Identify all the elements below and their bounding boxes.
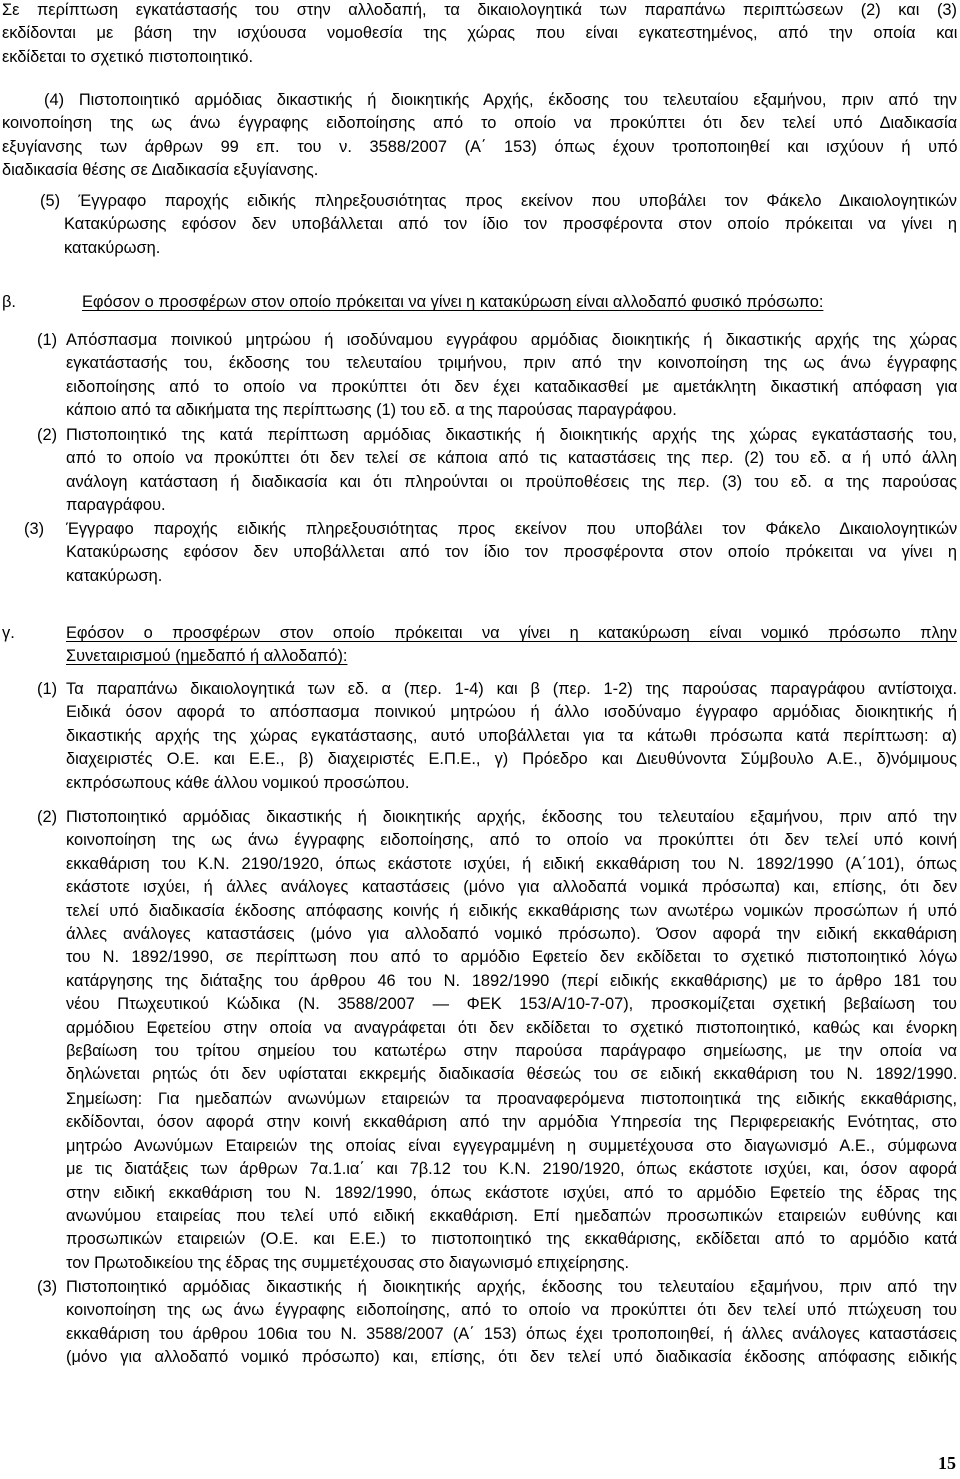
text-line: εξυγίανσης των άρθρων 99 επ. του ν. 3588/2007 (Α΄ 153) όπως έχουν τροποποιηθεί και ισχύουν ή υπό xyxy=(2,137,958,156)
item-number: (1) xyxy=(37,331,58,349)
text-line: διαδικασία θέσης σε Διαδικασία εξυγίανσης. xyxy=(2,161,319,180)
section-c-label: γ. xyxy=(2,624,15,642)
text-line: προσωπικών εταιρειών (Ο.Ε. και Ε.Ε.) το πιστοποιητικό της εκκαθάρισης, εκδίδεται από το αρμόδιο κατά xyxy=(66,1230,958,1249)
text-line: τον Πρωτοδικείου της έδρας της συμμετέχουσας στο διαγωνισμό επιχείρησης. xyxy=(66,1253,630,1272)
text-line: εκπρόσωπους κάθε άλλου νομικού προσώπου. xyxy=(66,773,410,792)
item-number: (3) xyxy=(37,1278,58,1296)
item-c2 xyxy=(66,806,957,1087)
text-line: μητρώο Ανωνύμων Εταιρειών της οποίας είναι εγγεγραμμένη η συμμετέχουσα στο διαγωνισμό Α.Ε., σύμφωνα xyxy=(66,1136,957,1155)
text-line: εκδίδεται το σχετικό πιστοποιητικό. xyxy=(2,47,254,66)
text-line: Κατακύρωσης εφόσον δεν υποβάλλεται από τον ίδιο τον προσφέροντα στον οποίο πρόκειται να γίνει η xyxy=(66,543,957,562)
text-line: τελεί υπό διαδικασία έκδοσης απόφασης κοινής ή ειδικής εκκαθάρισης των ανωτέρω νομικών προσώπων ή υπό xyxy=(66,901,958,920)
text-line: Πιστοποιητικό της κατά περίπτωση αρμόδιας δικαστικής ή διοικητικής αρχής της χώρας εγκατάστασής του, xyxy=(66,426,957,444)
text-line: (5) Έγγραφο παροχής ειδικής πληρεξουσιότητας προς εκείνον που υποβάλει τον Φάκελο Δικαιολογητικών xyxy=(40,192,957,210)
text-line: κοινοποίηση της ως άνω έγγραφης ειδοποίησης, από το οποίο να προκύπτει ότι δεν τελεί υπό πτώχευση του xyxy=(66,1301,957,1320)
text-line: άλλες ανάλογες καταστάσεις (μόνο για αλλοδαπό νομικό πρόσωπο). Όσον αφορά την ειδική εκκαθάριση xyxy=(66,925,957,944)
text-line: του Ν. 1892/1990, σε περίπτωση που από το αρμόδιο Εφετείο δεν εκδίδεται το σχετικό πιστοποιητικό λόγω xyxy=(66,948,958,967)
text-line: εκδίδονται, όσον αφορά στην κοινή εκκαθάριση από την αρμόδια Υπηρεσία της Περιφερειακής Ενότητας, στο xyxy=(66,1113,957,1132)
text-line: εκδίδονται με βάση την ισχύουσα νομοθεσία της χώρας που είναι εγκατεστημένος, από την οποία και xyxy=(2,24,958,43)
text-line: στην ειδική εκκαθάριση του Ν. 1892/1990, όπως εκάστοτε ισχύει, από το αρμόδιο Εφετείο της έδρας της xyxy=(66,1183,958,1202)
section-b-label: β. xyxy=(2,293,16,311)
text-line: Συνεταιρισμού (ημεδαπό ή αλλοδαπό): xyxy=(66,647,348,666)
text-line: Έγγραφο παροχής ειδικής πληρεξουσιότητας προς εκείνον που υποβάλει τον Φάκελο Δικαιολογητικών xyxy=(66,520,958,538)
item-c1 xyxy=(66,678,957,795)
section-c-heading xyxy=(66,622,957,669)
item-b3 xyxy=(66,518,957,588)
text-line: από το οποίο να προκύπτει ότι δεν τελεί σε κάποια από τις καταστάσεις της περ. (2) του εδ. α ή υπό άλλη xyxy=(66,449,957,468)
text-line: Πιστοποιητικό αρμόδιας δικαστικής ή διοικητικής αρχής, έκδοσης του τελευταίου εξαμήνου, πριν από την xyxy=(66,808,957,826)
text-line: εκάστοτε ισχύει, ή άλλες ανάλογες καταστάσεις (μόνο για αλλοδαπά νομικά πρόσωπα) και, επίσης, ότι δεν xyxy=(66,878,958,897)
text-line: Τα παραπάνω δικαιολογητικά των εδ. α (περ. 1-4) και β (περ. 1-2) της παρούσας παραγράφου αντίστοιχα. xyxy=(66,680,958,698)
item-c3 xyxy=(66,1276,957,1370)
item-number: (1) xyxy=(37,680,58,698)
text-line: ειδοποίησης από το οποίο να προκύπτει ότι δεν έχει καταδικασθεί με αμετάκλητη δικαστική απόφαση για xyxy=(66,377,958,396)
text-line: διαχειριστές Ο.Ε. και Ε.Ε., β) διαχειριστές Ε.Π.Ε., γ) Πρόεδρο και Διευθύνοντα Σύμβουλο Α.Ε., δ)νόμιμους xyxy=(66,750,957,769)
item-a5 xyxy=(40,190,957,260)
text-line: βεβαίωση του τρίτου σημείου του κατωτέρω στην παρούσα παράγραφο σημείωσης, με την οποία να xyxy=(66,1042,957,1061)
text-line: Σε περίπτωση εγκατάστασής του στην αλλοδαπή, τα δικαιολογητικά των παραπάνω περιπτώσεων (2) και (3) xyxy=(2,1,958,19)
text-line: δηλώνεται ρητώς ότι δεν υφίσταται εκκρεμής διαδικασία θέσεώς του σε ειδική εκκαθάριση του Ν. 1892/1990. xyxy=(66,1065,958,1084)
text-line: Κατακύρωσης εφόσον δεν υποβάλλεται από τον ίδιο τον προσφέροντα στον οποίο πρόκειται να γίνει η xyxy=(64,215,957,234)
intro-paragraph xyxy=(2,0,957,69)
text-line: με τις διατάξεις των άρθρων 7α.1.ια΄ και 7β.12 του Κ.Ν. 2190/1920, όπως εκάστοτε ισχύει, και, όσον αφορά xyxy=(66,1160,957,1179)
text-line: κατακύρωση. xyxy=(64,238,161,257)
text-line: κοινοποίηση της ως άνω έγγραφης ειδοποίησης, από το οποίο να προκύπτει ότι δεν τελεί υπό κοινή xyxy=(66,831,958,850)
text-line: ανάλογη κατάσταση ή διαδικασία και ότι πληρούνται οι προϋποθέσεις της περ. (3) του εδ. α της παρούσας xyxy=(66,472,957,491)
text-line: (μόνο για αλλοδαπό νομικό πρόσωπο) και, επίσης, ότι δεν τελεί υπό διαδικασία έκδοσης απόφασης ειδικής xyxy=(66,1348,957,1367)
section-b-heading: Εφόσον ο προσφέρων στον οποίο πρόκειται να γίνει η κατακύρωση είναι αλλοδαπό φυσικό πρόσωπο: xyxy=(82,293,824,311)
text-line: εκκαθάριση του Κ.Ν. 2190/1920, όπως εκάστοτε ισχύει, ή ειδική εκκαθάριση του Ν. 1892/1990 (Α΄101), όπως xyxy=(66,854,957,873)
text-line: Σημείωση: Για ημεδαπών ανωνύμων εταιρειών τα προαναφερόμενα πιστοποιητικά της ειδικής εκκαθάρισης, xyxy=(66,1090,957,1108)
text-line: Απόσπασμα ποινικού μητρώου ή ισοδύναμου εγγράφου αρμόδιας διοικητικής ή δικαστικής αρχής της χώρας xyxy=(66,331,958,349)
text-line: Ειδικά όσον αφορά το απόσπασμα ποινικού μητρώου ή άλλο ισοδύναμο έγγραφο αρμόδιας διοικητικής ή xyxy=(66,703,957,722)
item-number: (3) xyxy=(24,520,45,538)
text-line: κάποιο από τα αδικήματα της περίπτωσης (1) του εδ. α της παρούσας παραγράφου. xyxy=(66,401,677,420)
text-line: Πιστοποιητικό αρμόδιας δικαστικής ή διοικητικής αρχής, έκδοσης του τελευταίου εξαμήνου, πριν από την xyxy=(66,1278,957,1296)
item-a4 xyxy=(2,89,957,183)
item-number: (2) xyxy=(37,808,58,826)
text-line: (4) Πιστοποιητικό αρμόδιας δικαστικής ή διοικητικής Αρχής, έκδοσης του τελευταίου εξαμήνου, πριν από την xyxy=(44,91,957,109)
item-b2 xyxy=(66,424,957,518)
item-number: (2) xyxy=(37,426,58,444)
text-line: κατακύρωση. xyxy=(66,566,163,585)
text-line: εκκαθάριση του άρθρου 106ια του Ν. 3588/2007 (Α΄ 153) όπως έχει τροποποιηθεί, ή άλλες ανάλογες καταστάσεις xyxy=(66,1324,957,1343)
text-line: Εφόσον ο προσφέρων στον οποίο πρόκειται να γίνει η κατακύρωση είναι νομικό πρόσωπο πλην xyxy=(66,624,957,642)
text-line: δικαστικής αρχής της χώρας εγκατάστασης, αυτό υποβάλλεται για τα κάτωθι πρόσωπα κατά περίπτωση: α) xyxy=(66,726,957,745)
text-line: αρμόδιου Εφετείου στην οποία να αναγράφεται ότι δεν εκδίδεται το σχετικό πιστοποιητικό, καθώς και ένορκη xyxy=(66,1018,958,1037)
item-b1 xyxy=(66,329,957,423)
text-line: ανωνύμου εταιρείας που τελεί υπό ειδική εκκαθάριση. Επί ημεδαπών προσωπικών εταιρειών ευθύνης και xyxy=(66,1207,958,1226)
text-line: νέου Πτωχευτικού Κώδικα (Ν. 3588/2007 — ΦΕΚ 153/Α/10-7-07), προσκομίζεται σχετική βεβαίωση του xyxy=(66,995,957,1014)
text-line: εγκατάστασής του, έκδοσης του τελευταίου τριμήνου, πριν από την κοινοποίηση της ως άνω έγγραφης xyxy=(66,354,958,373)
note-paragraph xyxy=(66,1088,957,1275)
text-line: κατάργησης της διάταξης του άρθρου 46 του Ν. 1892/1990 (περί ειδικής εκκαθάρισης) με το άρθρο 181 του xyxy=(66,971,957,990)
text-line: παραγράφου. xyxy=(66,496,166,515)
text-line: κοινοποίηση της ως άνω έγγραφης ειδοποίησης από το οποίο να προκύπτει ότι δεν τελεί υπό Διαδικασία xyxy=(2,114,958,133)
page-number: 15 xyxy=(938,1453,956,1473)
